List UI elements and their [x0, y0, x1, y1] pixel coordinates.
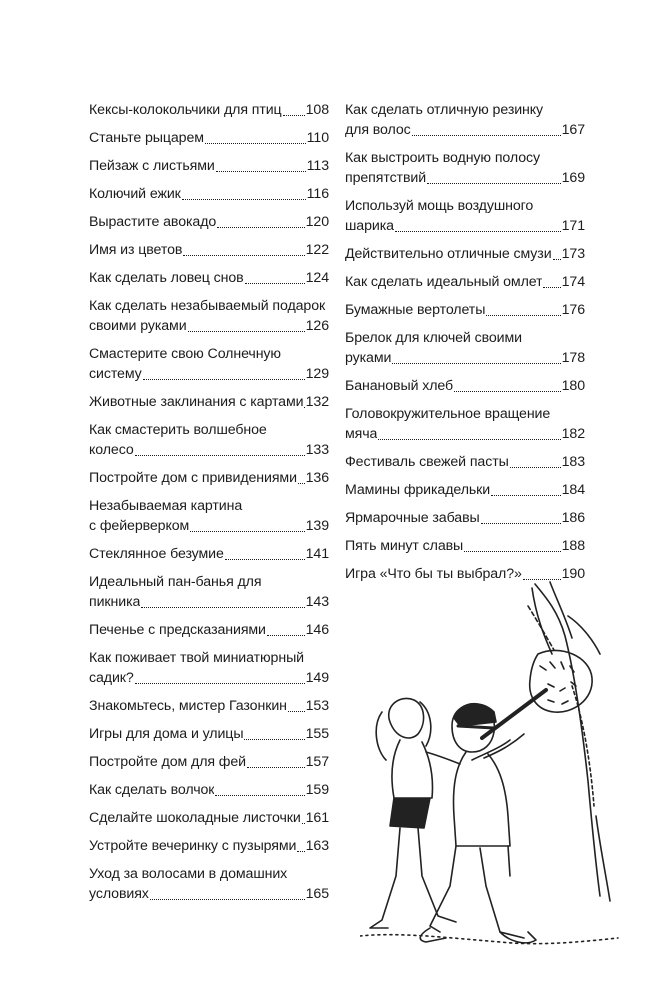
toc-entry-line [89, 212, 329, 232]
toc-entry-title-line: Станьте рыцарем [89, 130, 204, 146]
toc-page-number: 180 [561, 378, 585, 394]
toc-entry-title-line: Как сделать волчок [89, 782, 215, 798]
dot-leader [543, 287, 560, 288]
dot-leader [141, 607, 304, 608]
toc-entry-title-line: препятствий [345, 170, 427, 186]
toc-entry-line [345, 168, 585, 188]
toc-entry [89, 296, 329, 336]
toc-entry-title-line: Игры для дома и улицы [89, 726, 244, 742]
toc-entry-line [345, 452, 585, 472]
toc-page-number: 108 [305, 102, 329, 118]
toc-entry-title-line: Кексы-колокольчики для птиц [89, 102, 282, 118]
toc-entry-title-line: Фестиваль свежей пасты [345, 454, 509, 470]
toc-entry-title-line: Как смастерить волшебное [89, 422, 267, 438]
dot-leader [491, 495, 561, 496]
toc-page-number: 183 [561, 454, 585, 470]
toc-page-number: 176 [561, 302, 585, 318]
toc-page-number: 169 [561, 170, 585, 186]
dot-leader [283, 115, 305, 116]
toc-entry [89, 268, 329, 288]
toc-page-number: 136 [305, 470, 329, 486]
dot-leader [143, 379, 305, 380]
dot-leader [392, 363, 560, 364]
toc-column-right [345, 100, 585, 592]
toc-entry-title-line: Устройте вечеринку с пузырями [89, 838, 297, 854]
toc-entry [89, 128, 329, 148]
toc-entry-line [89, 184, 329, 204]
toc-entry-title-line: колесо [89, 442, 134, 458]
toc-entry-line [89, 592, 329, 612]
toc-entry-line [345, 376, 585, 396]
toc-entry [89, 864, 329, 904]
toc-entry-line [89, 620, 329, 640]
toc-entry-title-line: Как поживает твой миниатюрный [89, 650, 304, 666]
toc-page-number: 182 [561, 426, 585, 442]
toc-entry-line [89, 240, 329, 260]
dot-leader [225, 559, 305, 560]
toc-page-number: 124 [305, 270, 329, 286]
toc-entry-title-line: Смастерите свою Солнечную [89, 346, 281, 362]
toc-page-number: 129 [305, 366, 329, 382]
toc-entry-title-line: Как сделать отличную резинку [345, 102, 544, 118]
toc-entry-title-line: Колючий ежик [89, 186, 181, 202]
toc-entry [345, 480, 585, 500]
toc-entry-title-line: садик? [89, 670, 134, 686]
toc-page-number: 171 [561, 218, 585, 234]
toc-entry [345, 508, 585, 528]
toc-entry [89, 156, 329, 176]
toc-entry [345, 244, 585, 264]
toc-entry-title-line: Банановый хлеб [345, 378, 454, 394]
dot-leader [267, 635, 305, 636]
toc-entry-line [89, 808, 329, 828]
toc-entry-title-line: пикника [89, 594, 141, 610]
toc-entry-title-line: Ярмарочные забавы [345, 510, 480, 526]
toc-entry-title-line: Сделайте шоколадные листочки [89, 810, 301, 826]
toc-entry-line [345, 120, 585, 140]
toc-entry-title-line: Печенье с предсказаниями [89, 622, 266, 638]
dot-leader [553, 259, 561, 260]
toc-entry-line [345, 536, 585, 556]
toc-page-number: 120 [305, 214, 329, 230]
toc-page-number: 155 [305, 726, 329, 742]
toc-entry-line [89, 440, 329, 460]
dot-leader [298, 483, 305, 484]
toc-entry-line [89, 268, 329, 288]
toc-column-left [89, 100, 329, 912]
dot-leader [188, 331, 305, 332]
toc-page-number: 132 [305, 394, 329, 410]
dot-leader [454, 391, 561, 392]
toc-page-number: 122 [305, 242, 329, 258]
toc-entry [89, 100, 329, 120]
toc-page-number: 161 [305, 810, 329, 826]
toc-entry [89, 620, 329, 640]
toc-entry-title-line: Уход за волосами в домашних [89, 866, 288, 882]
toc-entry-title-line: своими руками [89, 318, 187, 334]
dot-leader [183, 255, 304, 256]
toc-entry [89, 648, 329, 688]
dot-leader [510, 467, 561, 468]
toc-entry [345, 452, 585, 472]
dot-leader [182, 199, 306, 200]
toc-page-number: 126 [305, 318, 329, 334]
toc-entry-line [345, 348, 585, 368]
toc-entry [89, 344, 329, 384]
toc-entry-title-line: Стеклянное безумие [89, 546, 224, 562]
toc-entry-line [89, 780, 329, 800]
toc-entry-line [89, 128, 329, 148]
toc-page-number: 165 [305, 886, 329, 902]
toc-entry-title-line: Используй мощь воздушного [345, 198, 534, 214]
toc-entry-title-line: Головокружительное вращение [345, 406, 551, 422]
toc-page-number: 178 [561, 350, 585, 366]
toc-entry-title-line: Как сделать незабываемый подарок [89, 298, 326, 314]
toc-page-number: 149 [305, 670, 329, 686]
dot-leader [378, 439, 560, 440]
toc-entry-title-line: Мамины фрикадельки [345, 482, 491, 498]
toc-entry-title-line: Пейзаж с листьями [89, 158, 215, 174]
toc-entry-line [89, 724, 329, 744]
toc-entry-title-line: Игра «Что бы ты выбрал?» [345, 566, 522, 582]
toc-entry-line [89, 544, 329, 564]
toc-entry [89, 392, 329, 412]
toc-entry-title-line: условиях [89, 886, 149, 902]
toc-entry [89, 836, 329, 856]
toc-entry [89, 420, 329, 460]
toc-entry-line [345, 216, 585, 236]
toc-page-number: 190 [561, 566, 585, 582]
toc-page-number: 139 [305, 518, 329, 534]
toc-page-number: 174 [561, 274, 585, 290]
toc-page-number: 159 [305, 782, 329, 798]
dot-leader [135, 683, 305, 684]
toc-entry [89, 572, 329, 612]
toc-entry-line [89, 156, 329, 176]
toc-entry-title-line: с фейерверком [89, 518, 190, 534]
toc-entry [89, 212, 329, 232]
toc-entry-line [345, 480, 585, 500]
toc-page-number: 141 [305, 546, 329, 562]
toc-entry-line [345, 244, 585, 264]
dot-leader [216, 171, 306, 172]
dot-leader [190, 531, 304, 532]
toc-page-number: 110 [306, 130, 329, 146]
toc-entry-line [89, 752, 329, 772]
toc-entry-title-line: Идеальный пан-банья для [89, 574, 262, 590]
toc-entry-line [89, 696, 329, 716]
toc-entry-title-line: Бумажные вертолеты [345, 302, 486, 318]
toc-entry-title-line: систему [89, 366, 142, 382]
toc-entry-title-line: Брелок для ключей своими [345, 330, 522, 346]
toc-page-number: 113 [306, 158, 329, 174]
toc-entry [345, 272, 585, 292]
toc-entry [89, 752, 329, 772]
toc-entry [89, 496, 329, 536]
dot-leader [150, 899, 305, 900]
toc-entry [89, 468, 329, 488]
dot-leader [412, 135, 561, 136]
toc-entry-title-line: Пять минут славы [345, 538, 464, 554]
toc-entry [89, 780, 329, 800]
toc-entry-line [89, 668, 329, 688]
toc-entry-line [345, 272, 585, 292]
toc-entry-title-line: Как сделать идеальный омлет [345, 274, 543, 290]
toc-page-number: 153 [305, 698, 329, 714]
toc-entry-line [89, 468, 329, 488]
pinata-illustration-icon [360, 576, 620, 956]
dot-leader [244, 739, 304, 740]
toc-entry-title-line: Постройте дом для фей [89, 754, 246, 770]
dot-leader [486, 315, 560, 316]
toc-page-number: 133 [305, 442, 329, 458]
toc-entry-title-line: Животные заклинания с картами [89, 394, 304, 410]
toc-page-number: 157 [305, 754, 329, 770]
toc-entry [89, 240, 329, 260]
toc-entry [345, 196, 585, 236]
toc-entry-line [89, 316, 329, 336]
toc-entry-line [89, 836, 329, 856]
toc-page-number: 116 [306, 186, 329, 202]
dot-leader [205, 143, 306, 144]
dot-leader [481, 523, 561, 524]
toc-entry-title-line: мяча [345, 426, 378, 442]
toc-page-number: 186 [561, 510, 585, 526]
dot-leader [217, 227, 304, 228]
dot-leader [297, 851, 304, 852]
toc-page-number: 163 [305, 838, 329, 854]
toc-entry-line [345, 300, 585, 320]
toc-entry [345, 404, 585, 444]
dot-leader [215, 795, 304, 796]
toc-page-number: 167 [561, 122, 585, 138]
toc-entry-title-line: шарика [345, 218, 394, 234]
toc-entry-title-line: Вырастите авокадо [89, 214, 217, 230]
toc-entry-title-line: Имя из цветов [89, 242, 183, 258]
toc-entry-title-line: Как сделать ловец снов [89, 270, 244, 286]
toc-entry-line [89, 364, 329, 384]
dot-leader [288, 711, 305, 712]
toc-entry-line [89, 100, 329, 120]
toc-page-number: 184 [561, 482, 585, 498]
toc-entry [89, 184, 329, 204]
toc-entry-title-line: Действительно отличные смузи [345, 246, 552, 262]
toc-entry [89, 724, 329, 744]
toc-entry [345, 536, 585, 556]
toc-entry-line [89, 516, 329, 536]
toc-entry-title-line: Постройте дом с привидениями [89, 470, 297, 486]
toc-entry-title-line: Как выстроить водную полосу [345, 150, 540, 166]
toc-entry [89, 696, 329, 716]
toc-entry-title-line: для волос [345, 122, 411, 138]
dot-leader [135, 455, 305, 456]
toc-entry-line [89, 392, 329, 412]
dot-leader [247, 767, 305, 768]
toc-page-number: 188 [561, 538, 585, 554]
toc-entry-line [89, 884, 329, 904]
toc-page-number: 143 [305, 594, 329, 610]
toc-entry [89, 544, 329, 564]
toc-entry [345, 100, 585, 140]
toc-entry-line [345, 508, 585, 528]
toc-entry-line [345, 424, 585, 444]
toc-entry-title-line: Знакомьтесь, мистер Газонкин [89, 698, 287, 714]
toc-entry [345, 376, 585, 396]
dot-leader [464, 551, 560, 552]
toc-entry [345, 148, 585, 188]
dot-leader [302, 823, 305, 824]
dot-leader [245, 283, 305, 284]
toc-entry-title-line: Незабываемая картина [89, 498, 243, 514]
toc-page-number: 173 [561, 246, 585, 262]
toc-page-number: 146 [305, 622, 329, 638]
toc-entry [345, 328, 585, 368]
dot-leader [427, 183, 561, 184]
toc-entry-title-line: руками [345, 350, 392, 366]
toc-entry [89, 808, 329, 828]
toc-entry [345, 300, 585, 320]
dot-leader [395, 231, 561, 232]
